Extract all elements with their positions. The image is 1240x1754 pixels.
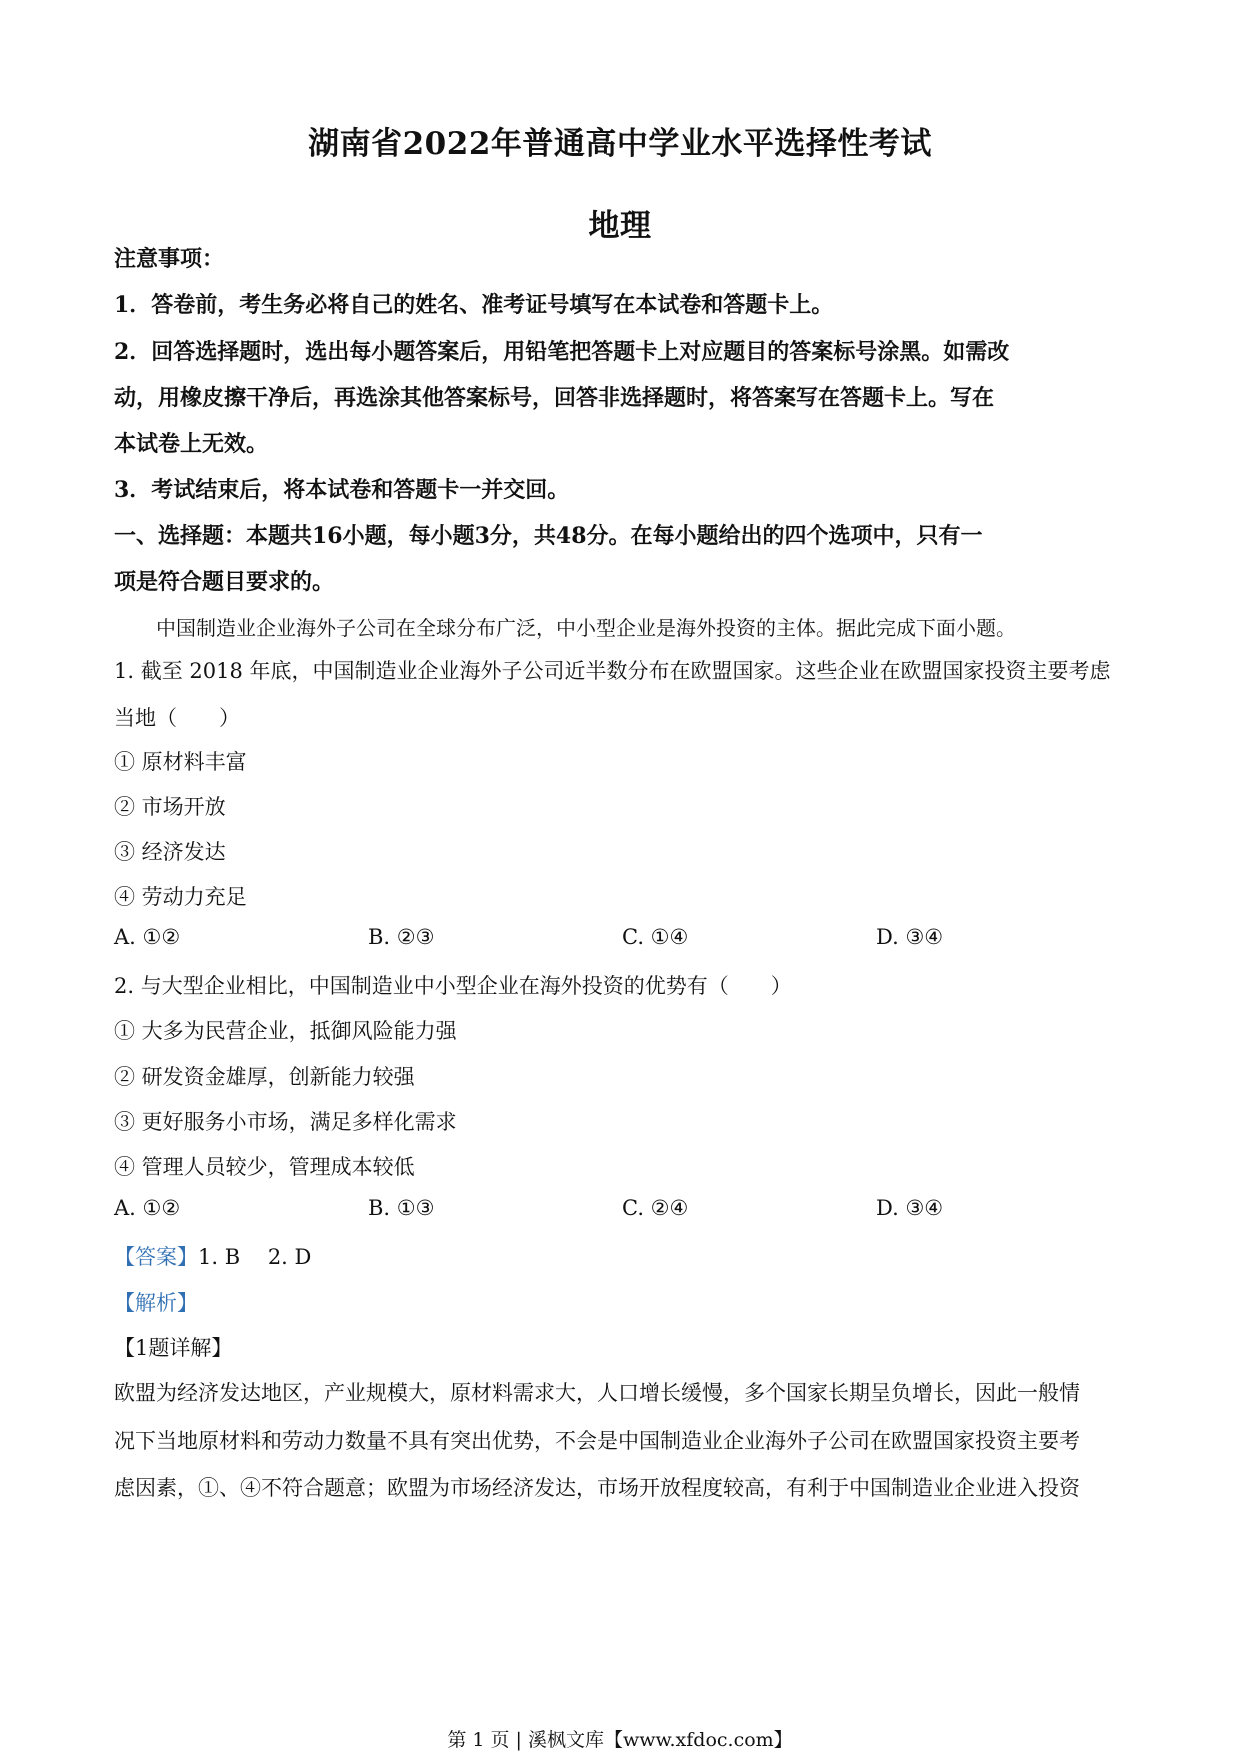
choice-b: B. ②③: [368, 925, 435, 949]
page-footer: 第 1 页 | 溪枫文库【www.xfdoc.com】: [447, 1729, 793, 1751]
choice-c: C. ①④: [622, 925, 689, 949]
passage: 中国制造业企业海外子公司在全球分布广泛，中小型企业是海外投资的主体。据此完成下面小题。: [156, 616, 1016, 640]
analysis-line-1: 欧盟为经济发达地区，产业规模大，原材料需求大，人口增长缓慢，多个国家长期呈负增长，因此一般情: [114, 1381, 1080, 1405]
question-2-option: ③ 更好服务小市场，满足多样化需求: [114, 1110, 457, 1134]
question-1-stem-line-2: 当地（ ）: [114, 706, 240, 730]
notice-item-2-line-3: 本试卷上无效。: [114, 431, 269, 457]
notice-item-2-line-2: 动，用橡皮擦干净后，再选涂其他答案标号，回答非选择题时，将答案写在答题卡上。写在: [114, 385, 995, 411]
question-1-option: ③ 经济发达: [114, 840, 226, 864]
notice-item-3: 3．考试结束后，将本试卷和答题卡一并交回。: [114, 477, 570, 503]
subject-title: 地理: [588, 208, 652, 244]
question-2-option: ① 大多为民营企业，抵御风险能力强: [114, 1019, 457, 1043]
analysis-label: 【解析】: [114, 1291, 198, 1315]
analysis-detail-label: 【1题详解】: [114, 1336, 233, 1360]
analysis-line-3: 虑因素，①、④不符合题意；欧盟为市场经济发达，市场开放程度较高，有利于中国制造业企业进入投资: [114, 1476, 1080, 1500]
section-heading-line-1: 一、选择题：本题共16小题，每小题3分，共48分。在每小题给出的四个选项中，只有一: [114, 523, 983, 549]
answer-line: [114, 1241, 1130, 1271]
question-1-option: ② 市场开放: [114, 795, 226, 819]
question-2-option: ④ 管理人员较少，管理成本较低: [114, 1155, 415, 1179]
question-1-option: ① 原材料丰富: [114, 750, 247, 774]
question-1-stem-line-1: 1. 截至 2018 年底，中国制造业企业海外子公司近半数分布在欧盟国家。这些企业在欧盟国家投资主要考虑: [114, 659, 1111, 683]
notice-item-1: 1．答卷前，考生务必将自己的姓名、准考证号填写在本试卷和答题卡上。: [114, 292, 834, 318]
question-1-option: ④ 劳动力充足: [114, 885, 247, 909]
notice-heading: 注意事项：: [114, 246, 225, 272]
choice-c: C. ②④: [622, 1196, 689, 1220]
choice-d: D. ③④: [876, 925, 944, 949]
exam-title: 湖南省2022年普通高中学业水平选择性考试: [308, 126, 932, 162]
analysis-line-2: 况下当地原材料和劳动力数量不具有突出优势，不会是中国制造业企业海外子公司在欧盟国家投资主要考: [114, 1429, 1080, 1453]
answer-label: 【答案】: [114, 1245, 198, 1269]
question-2-option: ② 研发资金雄厚，创新能力较强: [114, 1065, 415, 1089]
choice-b: B. ①③: [368, 1196, 435, 1220]
answer-text: 1. B 2. D: [198, 1245, 312, 1269]
section-heading-line-2: 项是符合题目要求的。: [114, 569, 335, 595]
choice-a: A. ①②: [114, 925, 181, 949]
notice-item-2-line-1: 2．回答选择题时，选出每小题答案后，用铅笔把答题卡上对应题目的答案标号涂黑。如需改: [114, 339, 1010, 365]
choice-d: D. ③④: [876, 1196, 944, 1220]
question-2-stem: 2. 与大型企业相比，中国制造业中小型企业在海外投资的优势有（ ）: [114, 974, 792, 998]
choice-a: A. ①②: [114, 1196, 181, 1220]
